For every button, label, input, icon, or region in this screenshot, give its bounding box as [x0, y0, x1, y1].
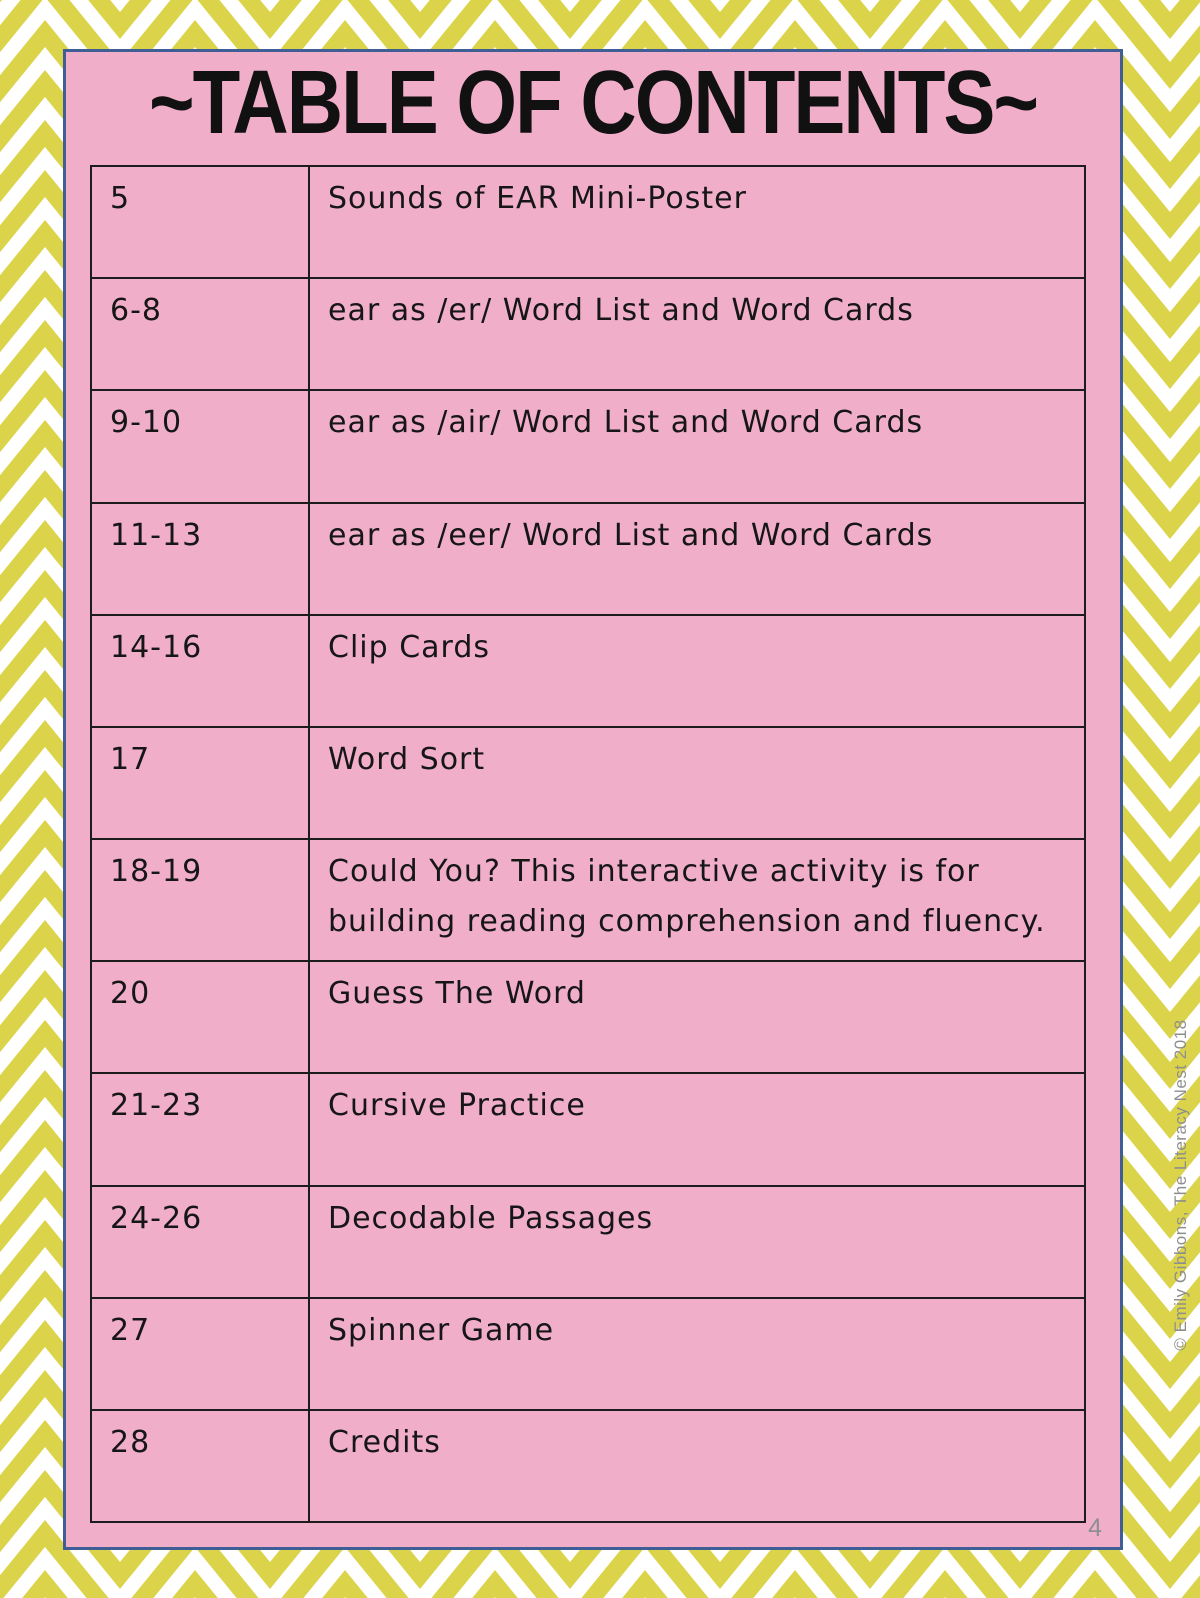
toc-row	[92, 1409, 1084, 1521]
toc-title-cell: Cursive Practice	[328, 1088, 586, 1124]
toc-title-cell: ear as /air/ Word List and Word Cards	[328, 405, 924, 441]
toc-title-cell: Could You? This interactive activity is for building reading comprehension and fluency.	[328, 854, 1046, 940]
toc-row	[92, 1297, 1084, 1409]
toc-pages-cell: 18-19	[92, 840, 310, 960]
toc-title-cell: Sounds of EAR Mini-Poster	[328, 181, 747, 216]
toc-row	[92, 1185, 1084, 1297]
toc-row	[92, 389, 1084, 501]
toc-title-cell: Guess The Word	[328, 976, 586, 1012]
toc-row	[92, 838, 1084, 960]
toc-title-cell: ear as /eer/ Word List and Word Cards	[328, 517, 934, 553]
toc-title-cell: Spinner Game	[328, 1312, 555, 1348]
toc-pages-cell: 27	[92, 1299, 310, 1409]
toc-row	[92, 502, 1084, 614]
toc-table	[90, 165, 1086, 1523]
toc-pages-cell: 11-13	[92, 504, 310, 614]
toc-row	[92, 726, 1084, 838]
toc-row	[92, 277, 1084, 389]
page-title	[66, 46, 1120, 158]
toc-row	[92, 614, 1084, 726]
toc-row	[92, 167, 1084, 277]
toc-title-cell: Credits	[328, 1424, 441, 1460]
toc-title-cell: Decodable Passages	[328, 1200, 654, 1236]
toc-row	[92, 1072, 1084, 1184]
toc-title-cell: Word Sort	[328, 741, 486, 777]
toc-pages-cell: 6-8	[92, 279, 310, 389]
toc-pages-cell: 20	[92, 962, 310, 1072]
toc-pages-cell: 9-10	[92, 391, 310, 501]
page-title-text: ~TABLE OF CONTENTS~	[149, 50, 1037, 153]
content-panel	[63, 49, 1123, 1550]
toc-title-cell: ear as /er/ Word List and Word Cards	[328, 293, 914, 329]
toc-row	[92, 960, 1084, 1072]
toc-pages-cell: 21-23	[92, 1074, 310, 1184]
toc-title-cell: Clip Cards	[328, 629, 491, 665]
toc-pages-cell: 24-26	[92, 1187, 310, 1297]
page-number: 4	[1088, 1514, 1102, 1542]
toc-pages-cell: 28	[92, 1411, 310, 1521]
toc-pages-cell: 17	[92, 728, 310, 838]
toc-pages-cell: 14-16	[92, 616, 310, 726]
copyright-sidebar-text: © Emily Gibbons, The Literacy Nest 2018	[1171, 1019, 1190, 1351]
toc-pages-cell: 5	[92, 167, 310, 277]
